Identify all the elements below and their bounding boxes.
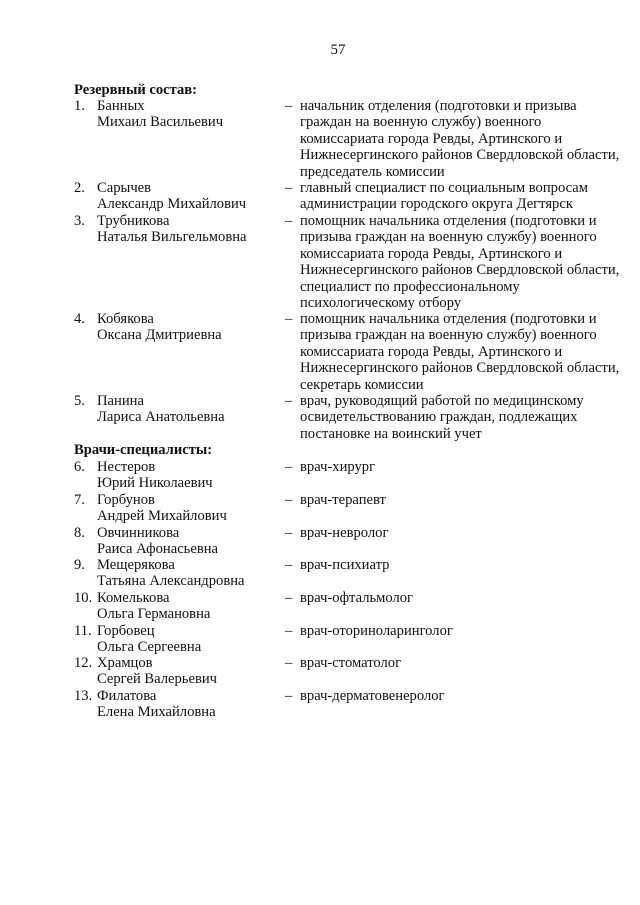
- item-given-name: Михаил Васильевич: [97, 114, 224, 131]
- item-role: врач-оториноларинголог: [300, 623, 453, 639]
- item-dash: –: [285, 525, 293, 541]
- item-dash: –: [285, 557, 293, 573]
- item-dash: –: [285, 459, 293, 475]
- item-dash: –: [285, 213, 293, 229]
- item-role: врач, руководящий работой по медицинскому освидетельствованию граждан, подлежащих постановке на воинский учет: [300, 393, 584, 442]
- item-role: врач-офтальмолог: [300, 590, 414, 606]
- item-number: 13.: [74, 688, 93, 704]
- item-surname: Горбовец: [97, 623, 155, 639]
- item-given-name: Раиса Афонасьевна: [97, 541, 218, 558]
- item-surname: Овчинникова: [97, 525, 180, 541]
- item-role: врач-хирург: [300, 459, 376, 475]
- item-number: 3.: [74, 213, 85, 229]
- item-given-name: Ольга Сергеевна: [97, 639, 202, 656]
- item-surname: Кобякова: [97, 311, 154, 327]
- item-given-name: Елена Михайловна: [97, 704, 216, 721]
- item-role: главный специалист по социальным вопросам администрации городского округа Дегтярск: [300, 180, 588, 213]
- item-dash: –: [285, 492, 293, 508]
- item-role: врач-дерматовенеролог: [300, 688, 445, 704]
- item-dash: –: [285, 688, 293, 704]
- item-surname: Филатова: [97, 688, 157, 704]
- item-surname: Мещерякова: [97, 557, 175, 573]
- item-surname: Панина: [97, 393, 144, 409]
- item-given-name: Наталья Вильгельмовна: [97, 229, 247, 246]
- item-role: врач-невролог: [300, 525, 389, 541]
- item-role: врач-терапевт: [300, 492, 386, 508]
- item-number: 7.: [74, 492, 85, 508]
- item-dash: –: [285, 311, 293, 327]
- item-number: 10.: [74, 590, 93, 606]
- item-role: помощник начальника отделения (подготовки и призыва граждан на военную службу) военного комиссариата города Ревды, Артинского и Нижнесергинского районов Свердловской области, специалист по профессиональному психологическому отбору: [300, 213, 620, 312]
- item-role: начальник отделения (подготовки и призыва граждан на военную службу) военного комиссариата города Ревды, Артинского и Нижнесергинского районов Свердловской области, председатель комиссии: [300, 98, 620, 180]
- item-given-name: Лариса Анатольевна: [97, 409, 225, 426]
- section-title-specialists: Врачи-специалисты:: [74, 442, 213, 458]
- item-role: врач-психиатр: [300, 557, 390, 573]
- item-number: 6.: [74, 459, 85, 475]
- item-surname: Банных: [97, 98, 145, 114]
- item-given-name: Юрий Николаевич: [97, 475, 213, 492]
- item-role: врач-стоматолог: [300, 655, 402, 671]
- item-number: 9.: [74, 557, 85, 573]
- item-surname: Храмцов: [97, 655, 153, 671]
- item-dash: –: [285, 98, 293, 114]
- item-surname: Сарычев: [97, 180, 152, 196]
- section-title-reserve: Резервный состав:: [74, 82, 198, 98]
- item-dash: –: [285, 590, 293, 606]
- item-surname: Горбунов: [97, 492, 155, 508]
- item-dash: –: [285, 623, 293, 639]
- item-surname: Комелькова: [97, 590, 170, 606]
- item-given-name: Александр Михайлович: [97, 196, 247, 213]
- item-number: 1.: [74, 98, 85, 114]
- item-given-name: Ольга Германовна: [97, 606, 211, 623]
- item-given-name: Оксана Дмитриевна: [97, 327, 222, 344]
- item-surname: Трубникова: [97, 213, 170, 229]
- item-number: 12.: [74, 655, 93, 671]
- item-role: помощник начальника отделения (подготовки и призыва граждан на военную службу) военного комиссариата города Ревды, Артинского и Нижнесергинского районов Свердловской области, секретарь комиссии: [300, 311, 620, 393]
- item-number: 2.: [74, 180, 85, 196]
- item-dash: –: [285, 180, 293, 196]
- page-number: 57: [330, 42, 346, 58]
- item-given-name: Андрей Михайлович: [97, 508, 227, 525]
- item-given-name: Татьяна Александровна: [97, 573, 245, 590]
- item-dash: –: [285, 655, 293, 671]
- item-number: 4.: [74, 311, 85, 327]
- item-number: 8.: [74, 525, 85, 541]
- item-number: 11.: [74, 623, 92, 639]
- item-surname: Нестеров: [97, 459, 156, 475]
- item-number: 5.: [74, 393, 85, 409]
- item-given-name: Сергей Валерьевич: [97, 671, 217, 688]
- item-dash: –: [285, 393, 293, 409]
